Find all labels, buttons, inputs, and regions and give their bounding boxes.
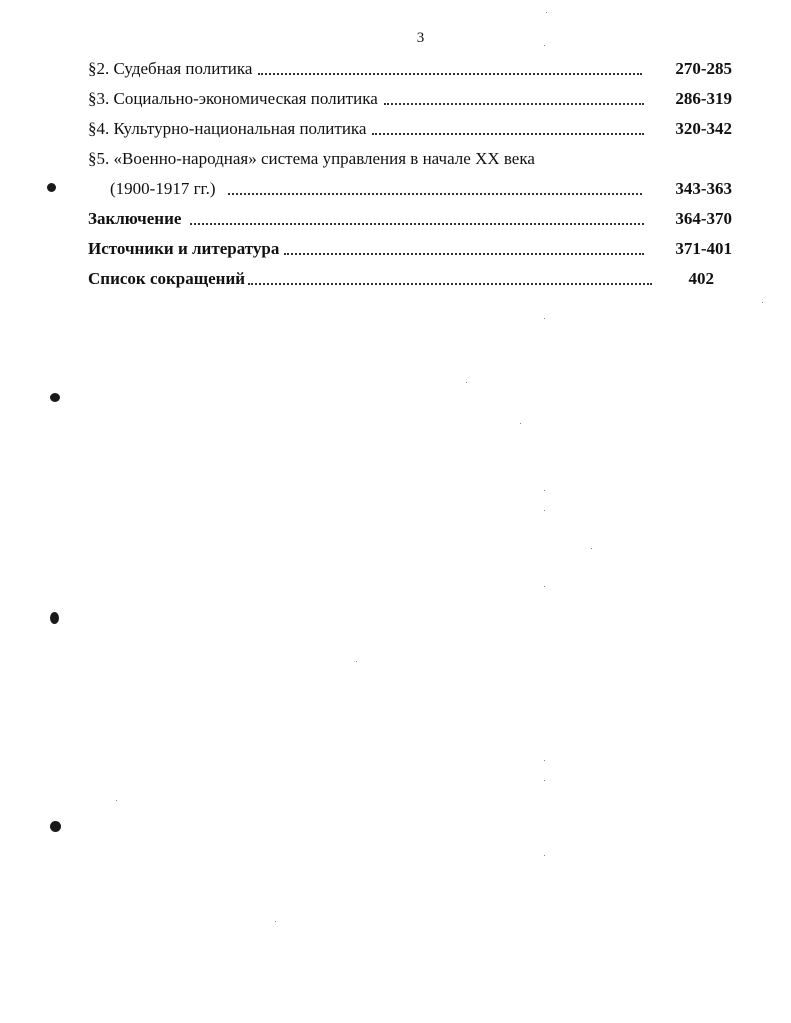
scan-dust [116, 800, 117, 801]
scan-dust [591, 548, 592, 549]
toc-entry-pages: 364-370 [675, 209, 732, 228]
scan-speck [50, 612, 59, 624]
toc-entry-pages: 371-401 [675, 239, 732, 258]
toc-entry-pages: 343-363 [675, 179, 732, 198]
toc-entry-pages: 402 [688, 269, 714, 288]
scan-dust [544, 318, 545, 319]
toc-entry-title: §2. Судебная политика [88, 54, 254, 84]
dot-leader [248, 283, 652, 285]
toc-entry [88, 144, 732, 174]
scan-dust [466, 382, 467, 383]
toc-entry [88, 234, 732, 264]
scan-dust [520, 423, 521, 424]
scan-dust [356, 661, 357, 662]
scan-dust [762, 302, 763, 303]
toc-entry-title: Заключение [88, 204, 183, 234]
dot-leader [284, 253, 644, 255]
toc-entry [88, 54, 732, 84]
scan-speck [47, 183, 56, 192]
toc-entry [88, 204, 732, 234]
toc-entry-title: §4. Культурно-национальная политика [88, 114, 368, 144]
scan-speck [50, 393, 60, 402]
toc-entry [88, 174, 732, 204]
scan-dust [544, 490, 545, 491]
scan-dust [544, 586, 545, 587]
toc-entry-title: Источники и литература [88, 234, 281, 264]
toc-entry-pages: 286-319 [675, 89, 732, 108]
toc-entry-title: (1900-1917 гг.) [110, 174, 218, 204]
toc-entry [88, 114, 732, 144]
scan-dust [544, 780, 545, 781]
scan-dust [275, 921, 276, 922]
toc-entry-title: §5. «Военно-народная» система управления в начале XX века [88, 144, 537, 174]
toc-entry-title: §3. Социально-экономическая политика [88, 84, 380, 114]
scan-dust [544, 760, 545, 761]
toc-entry-title: Список сокращений [88, 264, 247, 294]
scan-dust [544, 855, 545, 856]
scan-dust [546, 12, 547, 13]
dot-leader [384, 103, 644, 105]
scan-dust [544, 45, 545, 46]
scan-speck [50, 821, 61, 832]
dot-leader [228, 193, 642, 195]
toc-entry-pages: 320-342 [675, 119, 732, 138]
dot-leader [190, 223, 644, 225]
toc-entry [88, 84, 732, 114]
dot-leader [258, 73, 642, 75]
page-number: 3 [416, 30, 425, 46]
scan-dust [544, 510, 545, 511]
toc-entry-pages: 270-285 [675, 59, 732, 78]
toc-entry [88, 264, 732, 294]
dot-leader [372, 133, 644, 135]
